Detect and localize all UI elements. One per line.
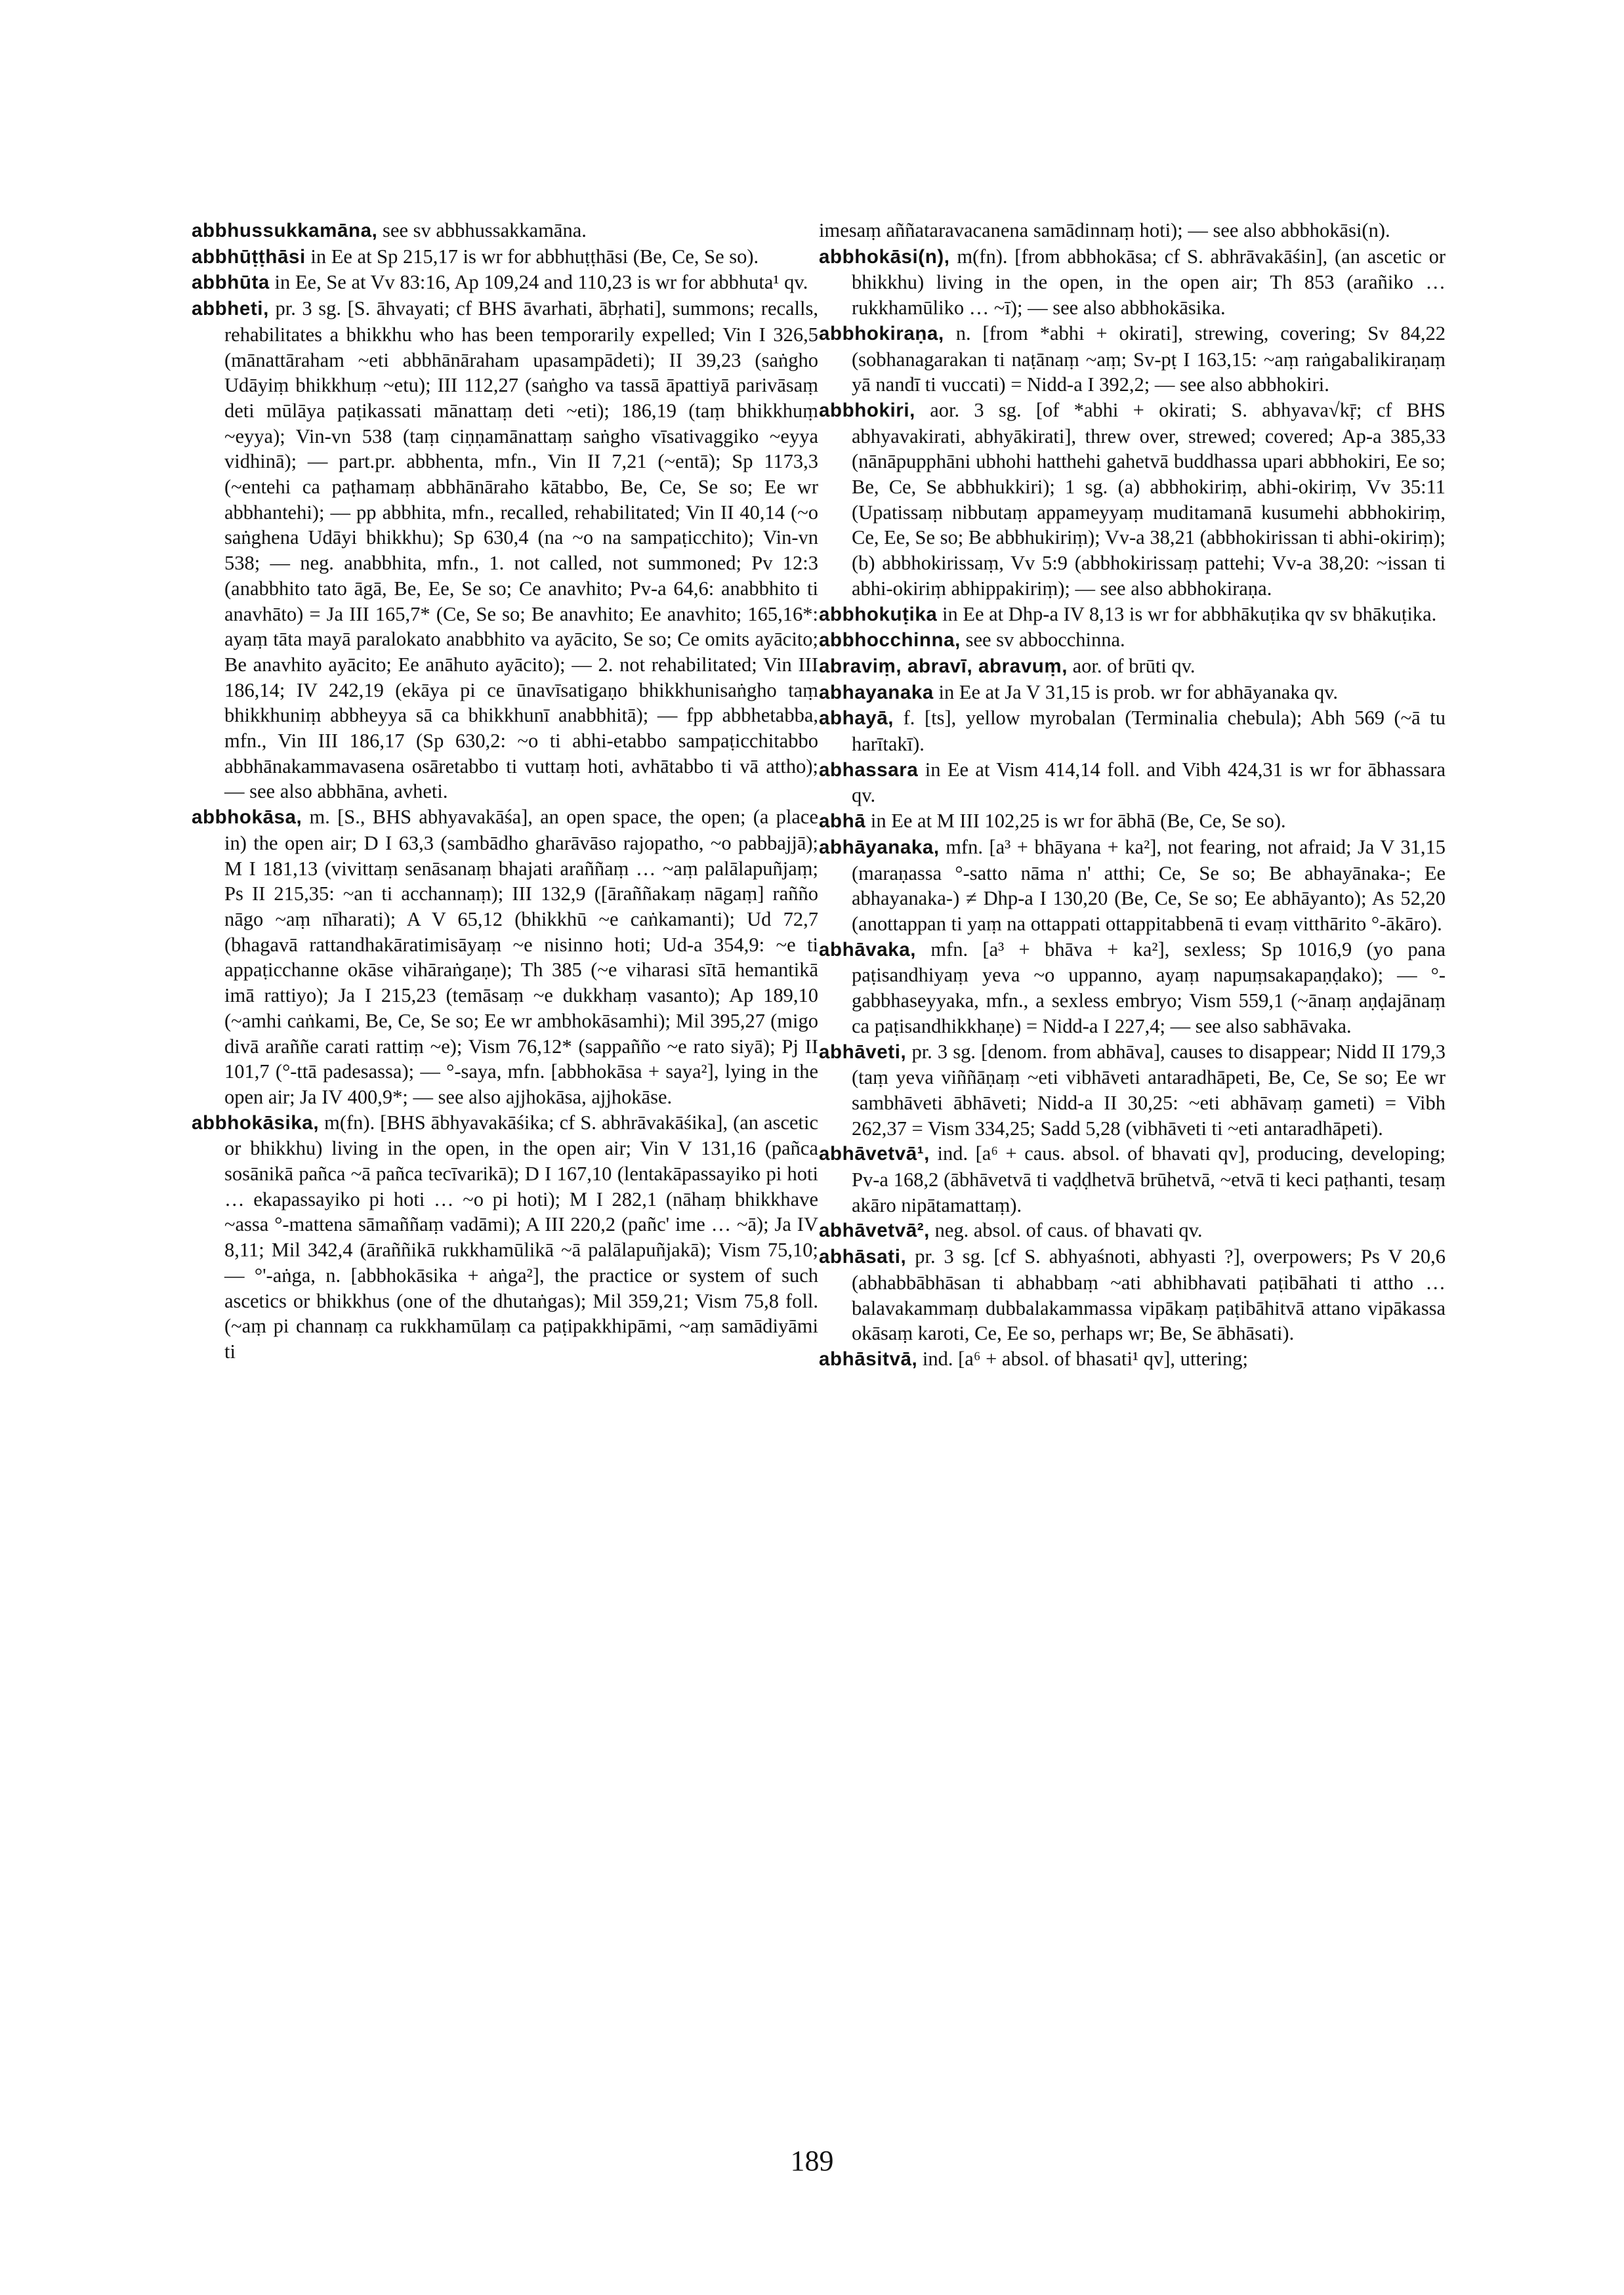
entry-text: m(fn). [BHS ābhyavakāśika; cf S. abhrāvakāśika], (an ascetic or bhikkhu) living in the open, in the open air; Vin V 131,16 (pañca sosānikā pañca ~ā pañca tecīvarikā); D I 167,10 (lentakāpassayiko pi hoti … ekapassayiko pi hoti … ~o pi hoti); M I 282,1 (nāhaṃ bhikkhave ~assa °-mattena sāmaññaṃ vadāmi); A III 220,2 (pañc' ime … ~ā); Ja IV 8,11; Mil 342,4 (āraññikā rukkhamūlikā ~ā palālapuñjakā); Vism 75,10; — °'-aṅga, n. [abbhokāsika + aṅga²], the practice or system of such ascetics or bhikkhus (one of the dhutaṅgas); Mil 359,21; Vism 75,8 foll. (~aṃ pi channaṃ ca rukkhamūlaṃ ca paṭipakkhipāmi, ~aṃ samādiyāmi ti bbox=[224, 1111, 819, 1363]
dictionary-entry bbox=[819, 653, 1446, 680]
entry-text: neg. absol. of caus. of bhavati qv. bbox=[934, 1219, 1203, 1242]
entry-text: in Ee at Dhp-a IV 8,13 is wr for abbhākuṭika qv sv bhākuṭika. bbox=[942, 602, 1437, 625]
entry-headword: abbhokāsika, bbox=[192, 1111, 320, 1134]
dictionary-entry bbox=[819, 244, 1446, 321]
dictionary-entry bbox=[819, 321, 1446, 398]
dictionary-entry bbox=[819, 1346, 1446, 1373]
dictionary-entry bbox=[819, 1244, 1446, 1346]
dictionary-entry bbox=[819, 1141, 1446, 1218]
dictionary-entry bbox=[192, 218, 818, 244]
dictionary-entry bbox=[819, 937, 1446, 1039]
entry-headword: abraviṃ, abravī, abravuṃ, bbox=[819, 655, 1068, 677]
entry-headword: abhāyanaka, bbox=[819, 836, 940, 858]
entry-text: pr. 3 sg. [S. āhvayati; cf BHS āvarhati, ābṛhati], summons; recalls, rehabilitates a bhikkhu who has been temporarily expelled; Vin I 326,5 (mānattāraham ~eti abbhānāraham upasampādeti); II 39,23 (saṅgho Udāyiṃ bhikkhuṃ ~etu); III 112,27 (saṅgho va tassā āpattiyā parivāsaṃ deti mūlāya paṭikassati mānattaṃ deti ~eti); 186,19 (taṃ bhikkhuṃ ~eyya); Vin-vn 538 (taṃ ciṇṇamānattaṃ saṅgho vīsativaggiko ~eyya vidhinā); — part.pr. abbhenta, mfn., Vin II 7,21 (~entā); Sp 1173,3 (~entehi ca paṭhamaṃ abbhānāraho kātabbo, Be, Ce, Se so; Ee wr abbhantehi); — pp abbhita, mfn., recalled, rehabilitated; Vin II 40,14 (~o saṅghena Udāyi bhikkhu); Sp 630,4 (na ~o na sampaṭicchito); Vin-vn 538; — neg. anabbhita, mfn., 1. not called, not summoned; Pv 12:3 (anabbhito tato āgā, Be, Ee, Se so; Ce anavhito; Pv-a 64,6: anabbhito ti anavhāto) = Ja III 165,7* (Ce, Se so; Be anavhito; Ee anavhito; 165,16*: ayaṃ tāta mayā paralokato anabbhito va ayācito, Se so; Ce omits ayācito; Be anavhito ayācito; Ee anāhuto ayācito); — 2. not rehabilitated; Vin III 186,14; IV 242,19 (ekāya pi ce ūnavīsatigaṇo bhikkhunisaṅgho taṃ bhikkhuniṃ abbheyya sā ca bhikkhunī anabbhitā); — fpp abbhetabba, mfn., Vin III 186,17 (Sp 630,2: ~o ti abhi-etabbo sampaṭicchitabbo abbhānakammavasena osāretabbo ti vuttaṃ hoti, avhātabbo ti vā attho); — see also abbhāna, avheti. bbox=[224, 297, 819, 803]
entry-text: see sv abbocchinna. bbox=[965, 629, 1125, 651]
entry-headword: abhā bbox=[819, 810, 866, 833]
dictionary-entry bbox=[819, 218, 1446, 244]
entry-text: mfn. [a³ + bhāyana + ka²], not fearing, not afraid; Ja V 31,15 (maraṇassa °-satto nāma n' atthi; Ce, Se so; Be abhayānaka-; Ee abhayanaka-) ≠ Dhp-a I 130,20 (Be, Ce, Se so; Ee abhāyanto); As 52,20 (anottappan ti yaṃ na ottappati ottappitabbenā ti evaṃ vitthārito °-ākāro). bbox=[852, 835, 1446, 935]
dictionary-entry bbox=[819, 705, 1446, 756]
dictionary-entry bbox=[819, 680, 1446, 706]
dictionary-entry bbox=[819, 835, 1446, 937]
entry-headword: abbhussukkamāna, bbox=[192, 220, 378, 241]
entry-headword: abbhokiri, bbox=[819, 399, 915, 421]
dictionary-entry bbox=[819, 398, 1446, 602]
entry-headword: abhāsitvā, bbox=[819, 1348, 918, 1370]
right-column bbox=[819, 218, 1446, 1373]
left-column bbox=[192, 218, 818, 1365]
dictionary-entry bbox=[192, 270, 818, 296]
dictionary-entry bbox=[192, 804, 818, 1109]
page-number: 189 bbox=[790, 2145, 834, 2177]
entry-headword: abhayanaka bbox=[819, 681, 934, 703]
entry-text: n. [from *abhi + okirati], strewing, covering; Sv 84,22 (sobhanagarakan ti naṭānaṃ ~aṃ; Sv-pṭ I 163,15: ~aṃ raṅgabalikiraṇaṃ yā nandī ti vuccati) = Nidd-a I 392,2; — see also abbhokiri. bbox=[852, 321, 1446, 396]
entry-text: in Ee at M III 102,25 is wr for ābhā (Be, Ce, Se so). bbox=[870, 810, 1286, 833]
entry-text: imesaṃ aññataravacanena samādinnaṃ hoti); — see also abbhokāsi(n). bbox=[819, 219, 1390, 241]
entry-headword: abhāvaka, bbox=[819, 938, 917, 961]
entry-text: mfn. [a³ + bhāva + ka²], sexless; Sp 1016,9 (yo pana paṭisandhiyaṃ yeva ~o uppanno, ayaṃ napuṃsakapaṇḍako); — °-gabbhaseyyaka, mfn., a sexless embryo; Vism 559,1 (~ānaṃ aṇḍajānaṃ ca paṭisandhikkhaṇe) = Nidd-a I 227,4; — see also sabhāvaka. bbox=[852, 938, 1446, 1037]
dictionary-entry bbox=[192, 1110, 818, 1365]
entry-text: aor. 3 sg. [of *abhi + okirati; S. abhyava√kṝ; cf BHS abhyavakirati, abhyākirati], threw over, strewed; covered; Ap-a 385,33 (nānāpupphāni ubhohi hatthehi gahetvā buddhassa upari abbhokiri, Ee so; Be, Ce, Se abbhukkiri); 1 sg. (a) abbhokiriṃ, abhi-okiriṃ, Vv 35:11 (Upatissaṃ nibbutaṃ appameyyaṃ muditamanā kusumehi abbhokiriṃ, Ce, Ee, Se so; Be abbhukiriṃ); Vv-a 38,21 (abbhokirissan ti abhi-okiriṃ); (b) abbhokirissaṃ, Vv 5:9 (abbhokirissaṃ pattehi; Vv-a 38,20: ~issan ti abhi-okiriṃ abhippakiriṃ); — see also abbhokiraṇa. bbox=[852, 398, 1446, 600]
entry-text: m(fn). [from abbhokāsa; cf S. abhrāvakāśin], (an ascetic or bhikkhu) living in the open, in the open air; Th 853 (arañiko … rukkhamūliko … ~ī); — see also abbhokāsika. bbox=[852, 245, 1446, 320]
dictionary-entry bbox=[819, 757, 1446, 808]
entry-text: in Ee at Sp 215,17 is wr for abbhuṭṭhāsi (Be, Ce, Se so). bbox=[310, 245, 759, 268]
entry-headword: abbhūta bbox=[192, 272, 270, 294]
entry-headword: abhāsati, bbox=[819, 1246, 907, 1268]
entry-headword: abbhūṭṭhāsi bbox=[192, 245, 306, 268]
entry-text: see sv abbhussakkamāna. bbox=[383, 219, 587, 241]
entry-text: ind. [a⁶ + caus. absol. of bhavati qv], producing, developing; Pv-a 168,2 (ābhāvetvā ti vaḍḍhetvā brūhetvā, ~etvā ti keci paṭhanti, tesaṃ akāro nipātamattaṃ). bbox=[852, 1142, 1446, 1216]
dictionary-entry bbox=[819, 602, 1446, 628]
entry-text: aor. of brūti qv. bbox=[1072, 654, 1196, 677]
entry-text: ind. [a⁶ + absol. of bhasati¹ qv], uttering; bbox=[922, 1347, 1248, 1370]
entry-headword: abhassara bbox=[819, 758, 919, 781]
dictionary-entry bbox=[192, 244, 818, 270]
dictionary-entry bbox=[819, 1218, 1446, 1244]
entry-headword: abbhokāsi(n), bbox=[819, 245, 950, 268]
dictionary-entry bbox=[819, 1039, 1446, 1142]
entry-headword: abhāvetvā², bbox=[819, 1220, 930, 1242]
dictionary-entry bbox=[819, 627, 1446, 653]
entry-headword: abbhokuṭika bbox=[819, 603, 938, 625]
dictionary-entry bbox=[192, 296, 818, 804]
entry-text: pr. 3 sg. [denom. from abhāva], causes to disappear; Nidd II 179,3 (taṃ yeva viññāṇaṃ ~eti vibhāveti antaradhāpeti, Be, Ce, Se so; Ee wr sambhāveti ābhāveti; Nidd-a II 30,25: ~eti abhāvaṃ gameti) = Vibh 262,37 = Vism 334,25; Sadd 5,28 (vibhāveti ti ~eti antaradhāpeti). bbox=[852, 1040, 1446, 1140]
entry-headword: abhāveti, bbox=[819, 1041, 907, 1063]
entry-headword: abbheti, bbox=[192, 298, 269, 320]
entry-text: pr. 3 sg. [cf S. abhyaśnoti, abhyasti ?], overpowers; Ps V 20,6 (abhabbābhāsan ti abhabbaṃ ~ati abhibhavati paṭibāhati ti attho … balavakammaṃ dubbalakammassa vipākaṃ paṭibāhitvā attano vipākassa okāsaṃ karoti, Ce, Ee so, perhaps wr; Be, Se ābhāsati). bbox=[852, 1245, 1446, 1345]
entry-headword: abbhokiraṇa, bbox=[819, 322, 944, 344]
entry-text: in Ee at Vism 414,14 foll. and Vibh 424,31 is wr for ābhassara qv. bbox=[852, 758, 1446, 807]
entry-text: in Ee at Ja V 31,15 is prob. wr for abhāyanaka qv. bbox=[938, 680, 1338, 703]
entry-headword: abbhokāsa, bbox=[192, 806, 302, 829]
entry-headword: abhāvetvā¹, bbox=[819, 1143, 930, 1165]
dictionary-entry bbox=[819, 808, 1446, 835]
entry-headword: abhayā, bbox=[819, 707, 894, 730]
entry-text: in Ee, Se at Vv 83:16, Ap 109,24 and 110,23 is wr for abbhuta¹ qv. bbox=[274, 271, 808, 294]
entry-text: m. [S., BHS abhyavakāśa], an open space, the open; (a place in) the open air; D I 63,3 (sambādho gharāvāso rajopatho, ~o pabbajjā); M I 181,13 (vivittaṃ senāsanaṃ bhajati araññaṃ … ~aṃ palālapuñjaṃ; Ps II 215,35: ~an ti acchannaṃ); III 132,9 ([āraññakaṃ nāgaṃ] rañño nāgo ~aṃ nīharati); A V 65,12 (bhikkhū ~e caṅkamanti); Ud 72,7 (bhagavā rattandhakāratimisāyaṃ ~e nisinno hoti; Ud-a 354,9: ~e ti appaṭicchanne okāse vihāraṅgaṇe); Th 385 (~e viharasi sītā hemantikā imā rattiyo); Ja I 215,23 (temāsaṃ ~e dukkhaṃ vasanto); Ap 189,10 (~amhi caṅkami, Be, Ce, Se so; Ee wr ambhokāsamhi); Mil 395,27 (migo divā araññe carati rattiṃ ~e); Vism 76,12* (sappañño ~e rato siyā); Pj II 101,7 (°-ttā padesassa); — °-saya, mfn. [abbhokāsa + saya²], lying in the open air; Ja IV 400,9*; — see also ajjhokāsa, ajjhokāse. bbox=[224, 806, 818, 1108]
entry-text: f. [ts], yellow myrobalan (Terminalia chebula); Abh 569 (~ā tu harītakī). bbox=[852, 707, 1446, 756]
entry-headword: abbhocchinna, bbox=[819, 629, 961, 651]
